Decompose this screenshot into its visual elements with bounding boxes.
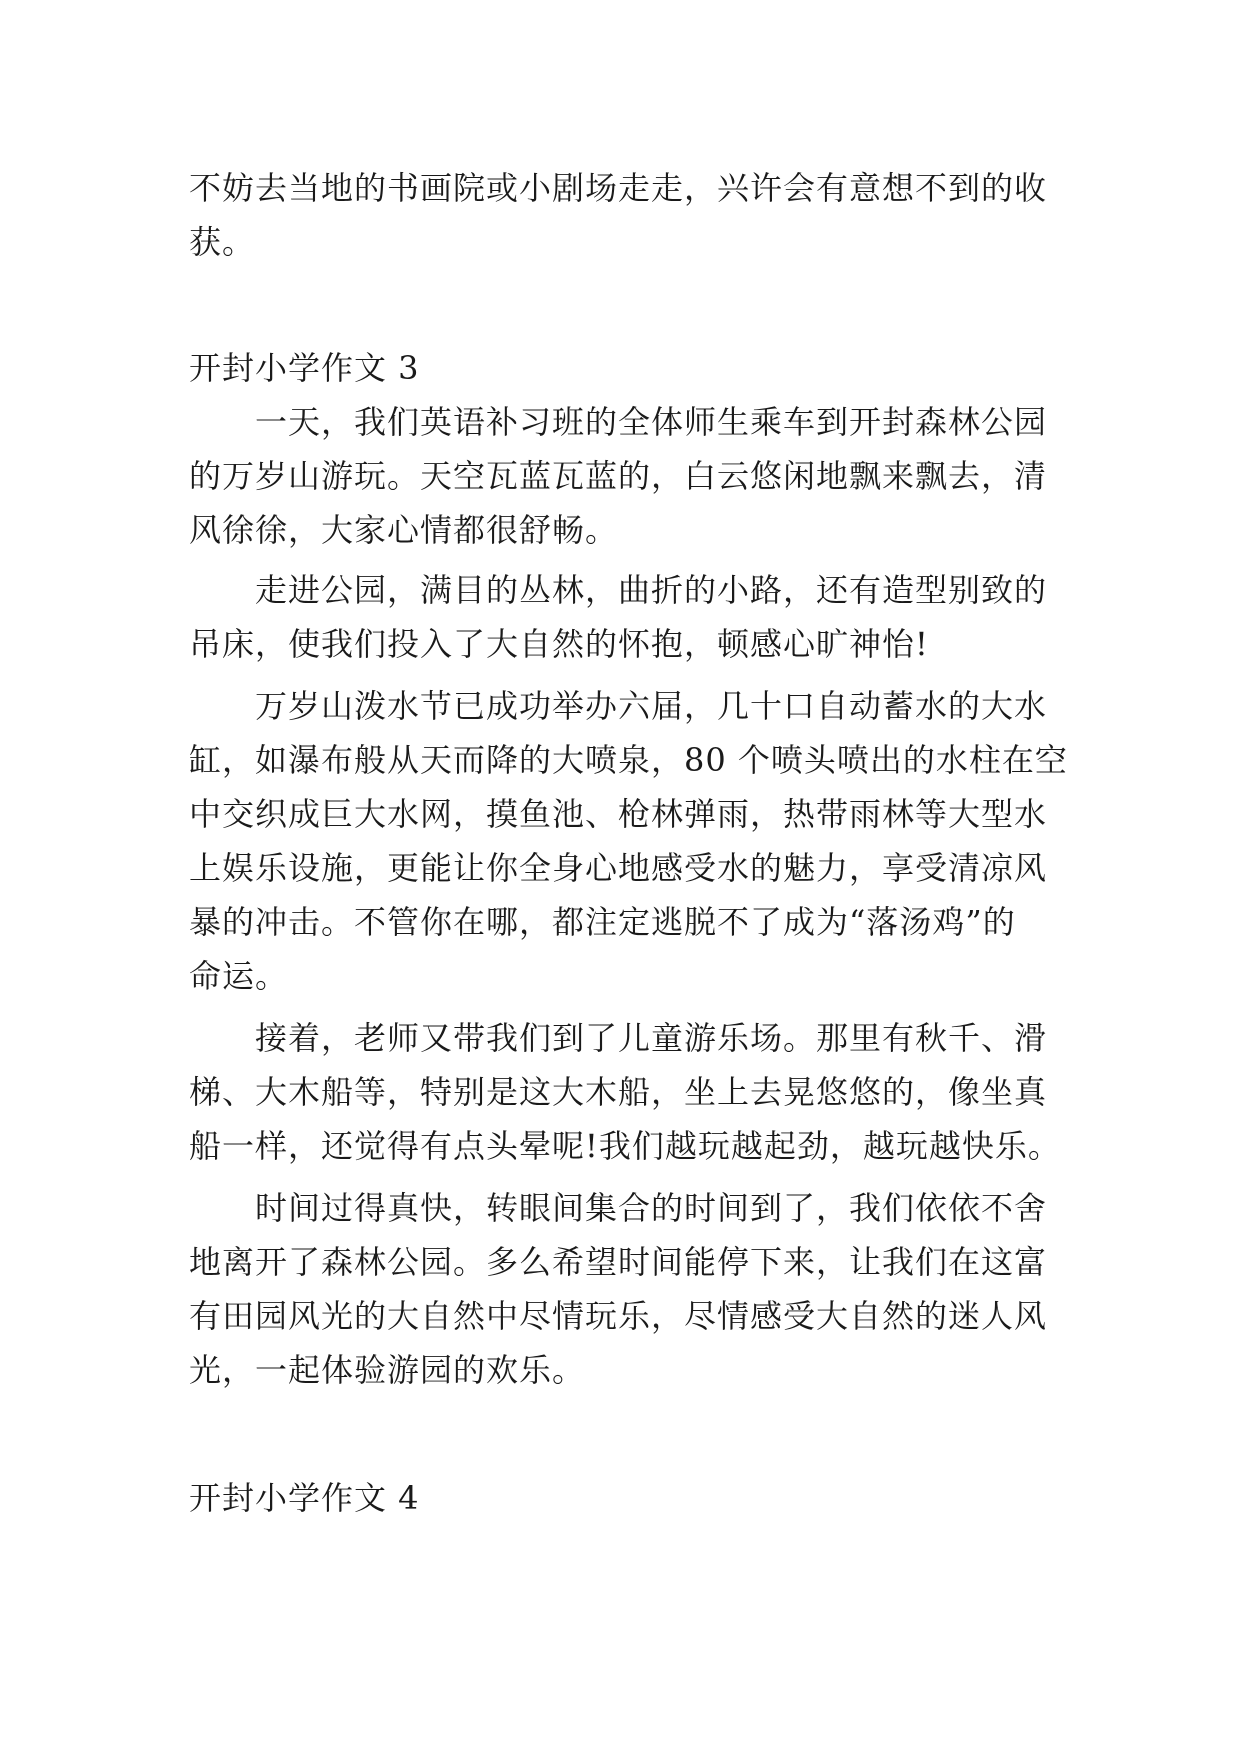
paragraph-line: 地离开了森林公园。多么希望时间能停下来，让我们在这富 <box>189 1243 1048 1281</box>
paragraph-line: 船一样，还觉得有点头晕呢!我们越玩越起劲，越玩越快乐。 <box>189 1127 1061 1165</box>
paragraph-line: 走进公园，满目的丛林，曲折的小路，还有造型别致的 <box>255 571 1048 609</box>
paragraph-line: 光，一起体验游园的欢乐。 <box>189 1351 586 1389</box>
section-heading: 开封小学作文 4 <box>189 1479 420 1517</box>
paragraph-line: 上娱乐设施，更能让你全身心地感受水的魅力，享受清凉风 <box>189 849 1048 887</box>
paragraph-line: 吊床，使我们投入了大自然的怀抱，顿感心旷神怡! <box>189 625 929 663</box>
paragraph-line: 暴的冲击。不管你在哪，都注定逃脱不了成为“落汤鸡”的 <box>189 903 1016 941</box>
paragraph-line: 时间过得真快，转眼间集合的时间到了，我们依依不舍 <box>255 1189 1048 1227</box>
text-line: 获。 <box>189 223 256 261</box>
paragraph-line: 中交织成巨大水网，摸鱼池、枪林弹雨，热带雨林等大型水 <box>189 795 1048 833</box>
paragraph-line: 梯、大木船等，特别是这大木船，坐上去晃悠悠的，像坐真 <box>189 1073 1048 1111</box>
paragraph-line: 的万岁山游玩。天空瓦蓝瓦蓝的，白云悠闲地飘来飘去，清 <box>189 457 1048 495</box>
text-line: 不妨去当地的书画院或小剧场走走，兴许会有意想不到的收 <box>189 169 1048 207</box>
section-heading: 开封小学作文 3 <box>189 349 420 387</box>
paragraph-line: 风徐徐，大家心情都很舒畅。 <box>189 511 619 549</box>
paragraph-line: 一天，我们英语补习班的全体师生乘车到开封森林公园 <box>255 403 1048 441</box>
paragraph-line: 缸，如瀑布般从天而降的大喷泉，80 个喷头喷出的水柱在空 <box>189 741 1068 779</box>
paragraph-line: 有田园风光的大自然中尽情玩乐，尽情感受大自然的迷人风 <box>189 1297 1048 1335</box>
paragraph-line: 万岁山泼水节已成功举办六届，几十口自动蓄水的大水 <box>255 687 1048 725</box>
paragraph-line: 命运。 <box>189 957 289 995</box>
paragraph-line: 接着，老师又带我们到了儿童游乐场。那里有秋千、滑 <box>255 1019 1048 1057</box>
